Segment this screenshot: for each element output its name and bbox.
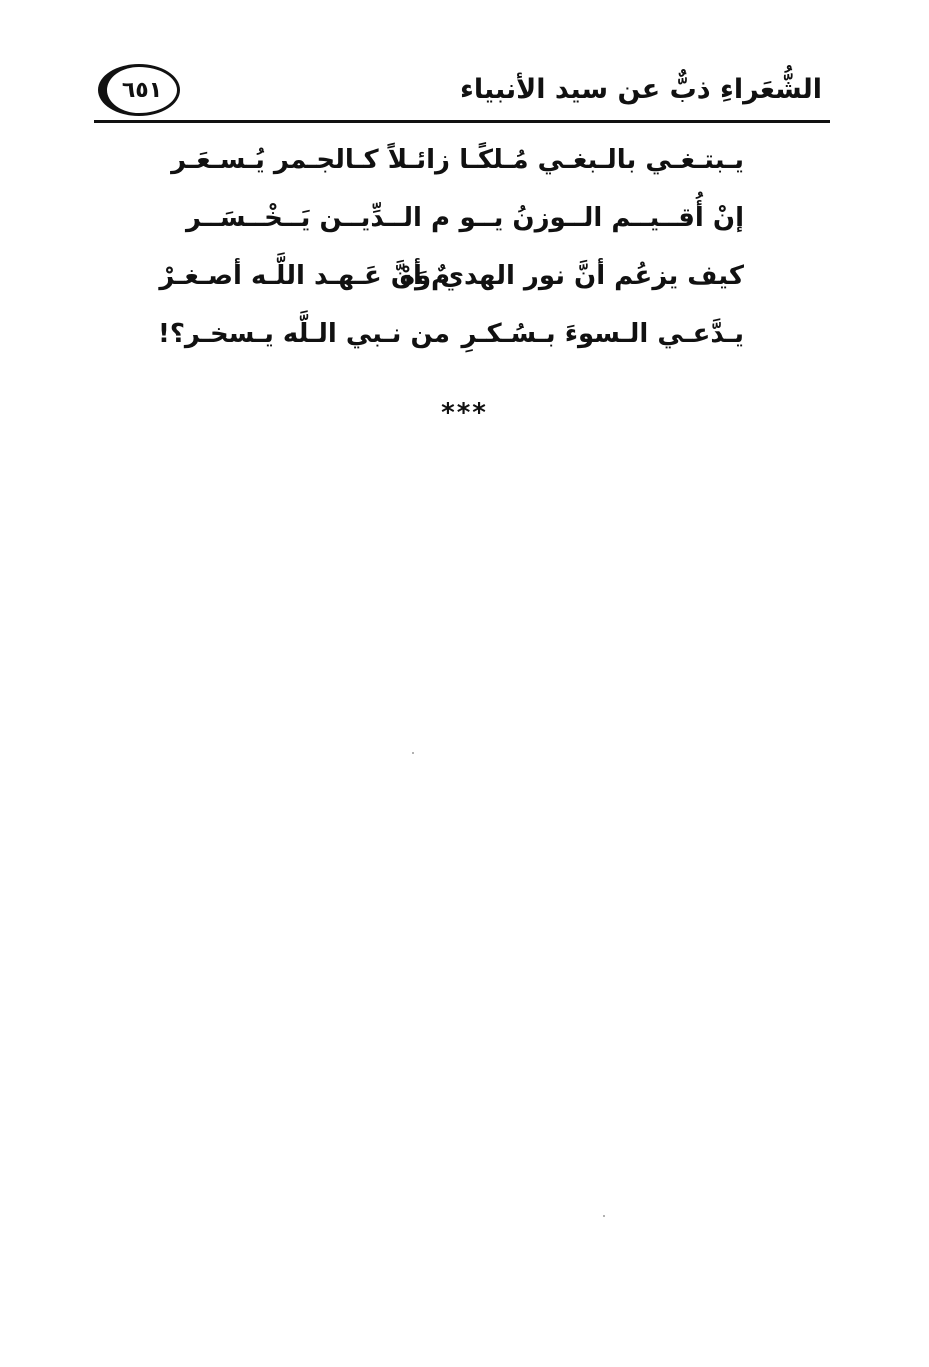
scan-speck [412,752,414,754]
scan-speck [603,1215,605,1217]
verse-2 [150,196,770,254]
section-separator: *** [441,398,488,428]
page-number-badge [98,64,180,116]
running-title: الشُّعَراءِ ذبٌّ عن سيد الأنبياء [460,74,822,105]
verse-3 [150,254,770,312]
page-header [94,58,830,126]
verse-4-first-hemistich: يـدَّعـي الـسوءَ بـسُـكـرِ [461,319,744,349]
verse-4 [150,312,770,370]
verse-2-first-hemistich: إنْ أُقــيــم الــوزنُ يــو [459,203,744,233]
verse-1-first-hemistich: يـبتـغـي بالـبغـي مُـلكًـا [459,145,744,175]
verse-2-second-hemistich: م الــدِّيــن يَــخْــسَــر [185,203,450,233]
verse-1-second-hemistich: زائـلاً كـالجـمر يُـسـعَـر [171,145,450,175]
verse-4-second-hemistich: من نـبي الـلَّه يـسخـر؟! [157,319,450,349]
header-rule [94,120,830,123]
poem [150,138,770,370]
verse-3-first-hemistich: كيف يزعُم أنَّ نور الهدي وَهْ [399,261,744,291]
verse-1 [150,138,770,196]
verse-3-second-hemistich: مٌ أنَّ عَـهـد اللَّـه أصـغـرْ [159,261,450,291]
page-number: ٦٥١ [121,77,163,103]
